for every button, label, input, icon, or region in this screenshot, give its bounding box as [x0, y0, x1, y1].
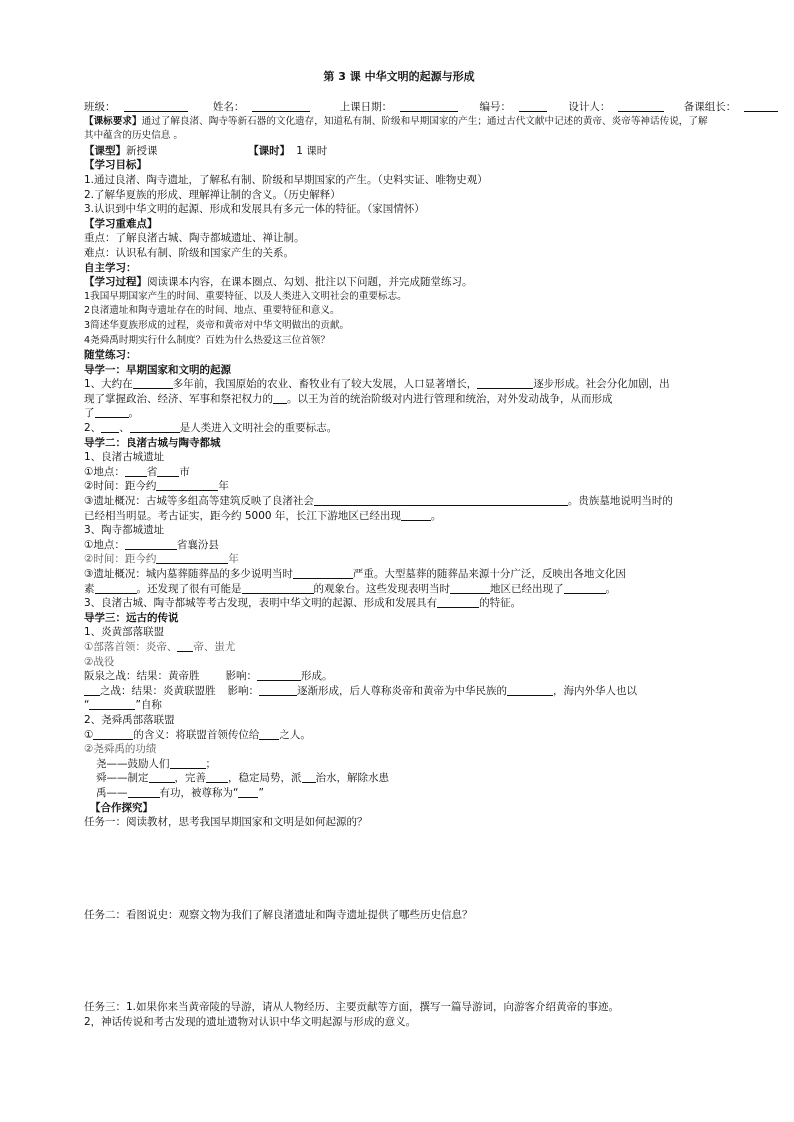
question-item: 1我国早期国家产生的时间、重要特征、以及人类进入文明社会的重要标志。 — [84, 290, 407, 302]
guide-1-line — [84, 392, 714, 407]
fill-blank[interactable] — [314, 494, 568, 506]
answer-space[interactable] — [84, 830, 714, 908]
text: ，海内外华人也以 — [553, 684, 637, 697]
hours-value: 1 课时 — [296, 144, 328, 157]
process — [84, 275, 714, 290]
question-item: 2良渚遗址和陶寺遗址存在的时间、地点、重要特征和意义。 — [84, 305, 340, 317]
guide-2-line — [84, 494, 714, 509]
text: 多年前，我国原始的农业、畜牧业有了较大发展，人口显著增长， — [172, 378, 478, 391]
fill-blank[interactable] — [128, 786, 160, 798]
type-value: 新授课 — [126, 144, 158, 157]
fill-blank[interactable] — [302, 771, 316, 783]
fill-blank[interactable] — [125, 538, 177, 550]
practice-label: 随堂练习： — [84, 349, 137, 362]
fill-blank[interactable] — [242, 582, 314, 594]
text: 逐渐形成，后人尊称炎帝和黄帝为中华民族的 — [297, 684, 507, 697]
fill-blank[interactable] — [477, 377, 533, 389]
text: 1、大约在 — [84, 378, 133, 391]
guide-3-sub: 2、尧舜禹部落联盟 — [84, 713, 175, 726]
guide-1-line — [84, 377, 714, 392]
task-3b: 2，神话传说和考古发现的遗址遗物对认识中华文明起源与形成的意义。 — [84, 1015, 417, 1028]
goal-item: 1.通过良渚、陶寺遗址，了解私有制、阶级和早期国家的产生。（史料实证、唯物史观） — [84, 173, 488, 186]
text: 禹—— — [96, 786, 128, 799]
lesson-type — [84, 144, 714, 159]
guide-2-line — [84, 582, 714, 597]
guide-3-line — [84, 669, 714, 684]
text: 的观象台。这些发现表明当时 — [313, 582, 450, 595]
number-label: 编号： — [479, 101, 512, 113]
guide-3-line — [84, 728, 714, 743]
text: 。还发现了很有可能是 — [136, 582, 242, 595]
fill-blank[interactable] — [257, 669, 301, 681]
text: 逐步形成。社会分化加剧，出 — [533, 378, 670, 391]
task-3: 任务三：1.如果你来当黄帝陵的导游，请从人物经历、主要贡献等方面，撰写一篇导游词，向游客介绍黄帝的事迹。 — [84, 1001, 620, 1014]
text: 。 — [605, 582, 616, 595]
class-blank — [124, 100, 188, 112]
question-item: 4尧舜禹时期实行什么制度？百姓为什么热爱这三位首领？ — [84, 334, 330, 346]
text: 影响： — [225, 670, 257, 683]
goal-item: 2.了解华夏族的形成、理解禅让制的含义。（历史解释） — [84, 188, 341, 201]
text: “ — [84, 699, 90, 712]
leader-blank — [744, 100, 778, 112]
fill-blank[interactable] — [450, 582, 490, 594]
text: 。 — [430, 509, 442, 522]
date-label: 上课日期： — [339, 101, 393, 113]
text: 素 — [84, 582, 95, 595]
text: ，稳定局势，派 — [228, 772, 302, 785]
process-text: 阅读课本内容，在课本圈点、勾划、批注以下问题，并完成随堂练习。 — [147, 276, 473, 289]
requirements-text: 通过了解良渚、陶寺等新石器的文化遗存，知道私有制、阶级和早期国家的产生；通过古代文献中记述的黄帝、炎帝等神话传说，了解其中蕴含的历史信息 。 — [84, 115, 708, 142]
fill-blank[interactable] — [89, 698, 135, 710]
guide-3-line: ②战役 — [84, 655, 115, 668]
text: 省襄汾县 — [176, 538, 219, 551]
text: ③遗址概况：古城等多组高等建筑反映了良渚社会 — [84, 495, 314, 508]
name-blank — [252, 100, 310, 112]
fill-blank[interactable] — [401, 509, 431, 521]
hours-label: 【课时】 — [248, 144, 291, 157]
text: 已经相当明显。考古证实，距今约 5000 年，长江下游地区已经出现 — [84, 509, 401, 522]
fill-blank[interactable] — [206, 771, 228, 783]
requirements — [84, 115, 714, 144]
fill-blank[interactable] — [84, 684, 100, 696]
text: 严重。大型墓葬的随葬品来源十分广泛，反映出各地文化因 — [352, 568, 626, 580]
fill-blank[interactable] — [564, 582, 606, 594]
text: 的含义：将联盟首领传位给 — [133, 728, 260, 741]
guide-2-title: 导学二：良渚古城与陶寺都城 — [84, 436, 221, 449]
guide-2-line — [84, 538, 714, 553]
guide-3-sub: 1、炎黄部落联盟 — [84, 626, 165, 639]
guide-3-title: 导学三：远古的传说 — [84, 611, 179, 624]
guide-1-line — [84, 406, 714, 421]
fill-blank[interactable] — [437, 596, 479, 608]
worksheet-page — [84, 68, 737, 1029]
self-study-label: 自主学习： — [84, 261, 137, 274]
text: 影响： — [227, 684, 259, 697]
answer-space[interactable] — [84, 922, 714, 1000]
fill-blank[interactable] — [293, 567, 353, 579]
guide-2-line — [84, 596, 714, 611]
text: ②时间：距今约 — [84, 480, 157, 493]
text: 的特征。 — [479, 597, 522, 610]
text: 省 — [146, 465, 158, 478]
text: ； — [205, 757, 216, 770]
text: 有功，被尊称为“ — [159, 786, 239, 799]
fill-blank[interactable] — [156, 479, 218, 491]
task-1: 任务一：阅读教材，思考我国早期国家和文明是如何起源的？ — [84, 816, 368, 829]
guide-1-title: 导学一：早期国家和文明的起源 — [84, 363, 231, 376]
fill-blank[interactable] — [130, 421, 180, 433]
fill-blank[interactable] — [157, 465, 179, 477]
fill-blank[interactable] — [170, 757, 206, 769]
text: 。 — [128, 407, 139, 420]
text: ①地点： — [84, 465, 125, 478]
text: 、 — [119, 422, 130, 435]
number-blank — [519, 100, 547, 112]
text: ① — [84, 728, 94, 741]
hard-point: 难点：认识私有制、阶级和国家产生的关系。 — [84, 246, 294, 259]
guide-1-line — [84, 421, 714, 436]
guide-3-line: ②尧舜禹的功绩 — [84, 743, 157, 756]
guide-2-sub: 3、陶寺都城遗址 — [84, 524, 165, 537]
text: 尧——鼓励人们 — [96, 757, 170, 770]
fill-blank[interactable] — [156, 552, 228, 564]
text: 市 — [179, 465, 190, 478]
page-title: 第 3 课 中华文明的起源与形成 — [323, 70, 475, 83]
type-label: 【课型】 — [84, 144, 126, 157]
text: 2、 — [84, 422, 102, 435]
text: 地区已经出现了 — [490, 582, 564, 595]
fill-blank[interactable] — [507, 684, 553, 696]
fill-blank[interactable] — [149, 771, 175, 783]
date-blank — [400, 100, 458, 112]
fill-blank[interactable] — [95, 406, 129, 418]
fill-blank[interactable] — [259, 684, 297, 696]
text: 。以王为首的统治阶级对内进行管理和统治，对外发动战争，从而形成 — [287, 392, 613, 405]
text: 之人。 — [279, 728, 311, 741]
question-item: 3简述华夏族形成的过程，炎帝和黄帝对中华文明做出的贡献。 — [84, 319, 350, 331]
text: 3、良渚古城、陶寺都城等考古发现，表明中华文明的起源、形成和发展具有 — [84, 597, 438, 610]
text: 帝、蚩尤 — [193, 640, 236, 653]
cooperate-label: 【合作探究】 — [90, 801, 153, 814]
guide-3-line — [84, 757, 714, 772]
fill-blank[interactable] — [177, 640, 193, 652]
text: 舜——制定 — [96, 772, 149, 785]
class-label: 班级： — [84, 101, 116, 113]
fill-blank[interactable] — [273, 392, 287, 404]
leader-label: 备课组长： — [683, 101, 737, 113]
goals-label: 【学习目标】 — [84, 159, 147, 172]
text: 治水，解除水患 — [315, 772, 389, 785]
text: ①部落首领：炎帝、 — [84, 640, 178, 653]
text: 形成。 — [301, 670, 333, 683]
text: ，完善 — [174, 772, 206, 785]
text: 之战：结果：炎黄联盟胜 — [100, 684, 216, 697]
text: 年 — [228, 553, 239, 566]
guide-2-line — [84, 567, 714, 582]
key-point: 重点：了解良渚古城、陶寺都城遗址、禅让制。 — [84, 232, 305, 245]
goal-item: 3.认识到中华文明的起源、形成和发展具有多元一体的特征。（家国情怀） — [84, 203, 425, 216]
designer-label: 设计人： — [568, 101, 611, 113]
text: ②时间：距今约 — [84, 553, 157, 566]
text: ①地点： — [84, 538, 125, 551]
text: ”自称 — [135, 699, 162, 712]
text: 阪泉之战：结果：黄帝胜 — [84, 670, 200, 683]
process-label: 【学习过程】 — [84, 276, 147, 289]
guide-3-line — [84, 640, 714, 655]
requirements-label: 【课标要求】 — [84, 115, 142, 127]
guide-2-sub: 1、良渚古城遗址 — [84, 451, 165, 464]
fill-blank[interactable] — [238, 786, 258, 798]
fill-blank[interactable] — [95, 582, 137, 594]
designer-blank — [618, 100, 664, 112]
keypoints-label: 【学习重难点】 — [84, 217, 158, 230]
fill-blank[interactable] — [259, 728, 279, 740]
guide-2-line — [84, 552, 714, 567]
guide-3-line — [84, 698, 714, 713]
task-2: 任务二：看图说史：观察文物为我们了解良渚遗址和陶寺遗址提供了哪些历史信息？ — [84, 908, 473, 921]
guide-2-line — [84, 465, 714, 480]
fill-blank[interactable] — [125, 465, 147, 477]
fill-blank[interactable] — [133, 377, 173, 389]
guide-3-line — [84, 771, 714, 786]
text: 年 — [218, 480, 229, 493]
text: 。贵族墓地说明当时的 — [567, 495, 673, 508]
text: ” — [258, 786, 264, 799]
guide-2-line — [84, 479, 714, 494]
fill-blank[interactable] — [101, 421, 119, 433]
fill-blank[interactable] — [93, 728, 133, 740]
guide-2-line — [84, 509, 714, 524]
name-label: 姓名： — [212, 101, 245, 113]
guide-3-line — [84, 684, 714, 699]
info-row — [84, 100, 737, 115]
guide-3-line — [84, 786, 714, 801]
text: 了 — [84, 407, 95, 420]
text: ③遗址概况：城内墓葬随葬品的多少说明当时 — [84, 568, 293, 580]
text: 是人类进入文明社会的重要标志。 — [179, 422, 338, 435]
text: 现了掌握政治、经济、军事和祭祀权力的 — [84, 392, 273, 405]
